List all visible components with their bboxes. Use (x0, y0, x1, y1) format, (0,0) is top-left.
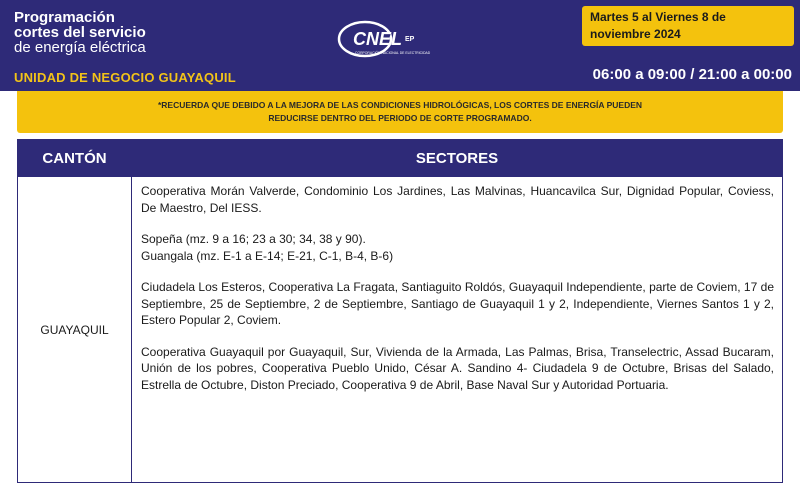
page-title (14, 10, 146, 55)
title-line-2: cortes del servicio (14, 24, 146, 41)
notice-text: *RECUERDA QUE DEBIDO A LA MEJORA DE LAS CONDICIONES HIDROLÓGICAS, LOS CORTES DE ENERGÍA PUEDEN REDUCIRSE DENTRO DEL PERIODO DE CORTE PROGRAMADO. (157, 100, 643, 123)
logo-suffix: EP (405, 36, 415, 43)
table-row (18, 177, 783, 483)
business-unit-label: UNIDAD DE NEGOCIO GUAYAQUIL (14, 70, 236, 85)
logo-text: CNEL (353, 29, 402, 49)
canton-cell: GUAYAQUIL (18, 177, 132, 483)
header-canton: CANTÓN (18, 140, 132, 177)
sector-text: Cooperativa Morán Valverde, Condominio Los Jardines, Las Malvinas, Huancavilca Sur, Dignidad Popular, Coviess, De Maestro, Del IESS. (141, 184, 774, 215)
title-line-3: de energía eléctrica (14, 39, 146, 56)
schedule-table (17, 139, 783, 483)
cnel-logo (335, 16, 485, 62)
title-line-1: Programación (14, 9, 115, 26)
sector-text: Cooperativa Guayaquil por Guayaquil, Sur, Vivienda de la Armada, Las Palmas, Brisa, Transelectric, Assad Bucaram, Unión de los pobres, Cooperativa Pueblo Unido, César A. Sandino 4- Ciudadela 9 de Octubre, Brisas del Salado, Estrella de Octubre, Diston Preciado, Cooperativa 9 de Abril, Base Naval Sur y Autoridad Portuaria. (141, 344, 774, 392)
date-range-badge: Martes 5 al Viernes 8 de noviembre 2024 (582, 6, 794, 46)
sector-block-2 (141, 231, 774, 264)
outage-hours: 06:00 a 09:00 / 21:00 a 00:00 (592, 66, 792, 83)
sector-block-4 (141, 344, 774, 394)
logo-subtitle: CORPORACIÓN NACIONAL DE ELECTRICIDAD (355, 51, 431, 55)
sector-block-1 (141, 183, 774, 216)
sector-block-3 (141, 279, 774, 329)
sector-text: Guangala (mz. E-1 a E-14; E-21, C-1, B-4, B-6) (141, 248, 394, 263)
sector-text: Ciudadela Los Esteros, Cooperativa La Fragata, Santiaguito Roldós, Guayaquil Independiente, parte de Coviem, 17 de Septiembre, 25 de Septiembre, 2 de Septiembre, Santiago de Guayaquil 1 y 2, Independiente, Viernes Santos 1 y 2, Estero Popular 2, Coviem. (141, 280, 774, 327)
notice-banner (17, 91, 783, 133)
table-header-row (18, 140, 783, 177)
sector-text: Sopeña (mz. 9 a 16; 23 a 30; 34, 38 y 90). (141, 232, 366, 246)
header-banner (0, 0, 800, 91)
header-sectores: SECTORES (132, 140, 783, 177)
sectores-cell (132, 177, 783, 483)
